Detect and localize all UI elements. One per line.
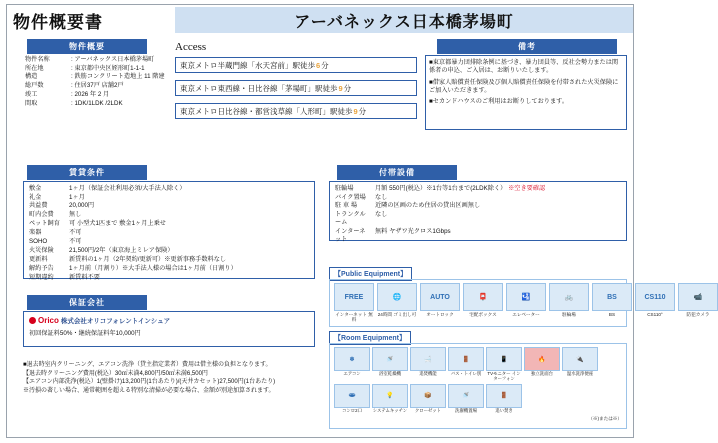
rent-key: 短期違約 xyxy=(29,273,54,281)
room-item xyxy=(448,384,484,414)
public-equipment-grid xyxy=(334,283,710,323)
facility-value: なし xyxy=(375,193,388,201)
overview-value: : 東京都中央区姪形町1-1-1 xyxy=(71,64,145,72)
table-row xyxy=(333,228,623,245)
table-row xyxy=(333,184,623,193)
facility-note: ※空き要確認 xyxy=(508,184,546,192)
rent-value: 1ヶ月 xyxy=(69,193,85,201)
rent-key: 火災保険 xyxy=(29,247,54,255)
rent-key: 共益費 xyxy=(29,202,48,210)
access-line xyxy=(175,80,417,96)
closet-icon: 📦 xyxy=(410,384,446,408)
table-row xyxy=(27,229,311,238)
access-line xyxy=(175,103,417,119)
extra-bath-icon: 🚪 xyxy=(486,384,522,408)
room-caption: TVモニター インターフォン xyxy=(487,371,521,381)
rent-value: 1ヶ月前（月割り）※大手法人様の場合は1ヶ月前（日割り） xyxy=(69,265,237,273)
air-conditioner-icon: ❄ xyxy=(334,347,370,371)
guarantee-company-row xyxy=(29,316,309,325)
facility-key: トランクルーム xyxy=(335,211,366,227)
system-kitchen-icon: 💡 xyxy=(372,384,408,408)
equipment-caption: CS110° xyxy=(647,312,663,317)
facility-key: 駐 車 場 xyxy=(335,202,358,210)
room-caption: 追焚機能 xyxy=(419,371,437,376)
table-row xyxy=(27,238,311,247)
guarantee-title-pill: 保証会社 xyxy=(27,295,147,310)
equipment-item xyxy=(463,283,503,322)
equipment-item xyxy=(549,283,589,322)
footer-note: ※汚損の著しい場合、通常範囲を超える特別な清掃が必要な場合、金額が別途加算されます。 xyxy=(23,388,275,395)
guarantee-company: 株式会社オリコフォレントインシュア xyxy=(60,318,171,325)
room-item xyxy=(486,347,522,382)
rent-value: 21,500円/2年（東京海上ミレア保険） xyxy=(69,247,174,255)
table-row xyxy=(27,247,311,256)
room-equipment-box xyxy=(329,343,627,429)
footer-note: 【エアコン内部洗浄(税込）1(壁掛け)13,200円(1台あたり)/(天井カセット)27,500円(1台あたり) xyxy=(23,379,276,386)
overview-key: 構造 xyxy=(25,73,38,81)
facility-key: 駐輪場 xyxy=(335,184,354,192)
equipment-caption: 宅配ボックス xyxy=(469,312,497,317)
room-item xyxy=(486,384,522,414)
facility-value: 無料 ヤザワ光クロス1Gbps xyxy=(375,228,451,236)
rent-box xyxy=(23,181,315,279)
facility-value: なし xyxy=(375,211,388,219)
bathroom-dryer-icon: 🚿 xyxy=(372,347,408,371)
access-unit: 分 xyxy=(321,60,329,70)
rent-table xyxy=(27,184,311,282)
room-caption: 独立洗面台 xyxy=(531,371,553,376)
table-row xyxy=(333,211,623,228)
remarks-title-pill: 備考 xyxy=(437,39,617,54)
room-item xyxy=(334,384,370,414)
washing-machine-space-icon: 🚿 xyxy=(448,384,484,408)
rent-value: 無し xyxy=(69,211,82,219)
access-unit: 分 xyxy=(343,83,352,93)
table-row xyxy=(27,256,311,265)
facility-value: 近隣の区画のため住居の貸出区画無し xyxy=(375,202,481,210)
warm-water-toilet-icon: 🔌 xyxy=(562,347,598,371)
equipment-item xyxy=(334,283,374,322)
elevator-icon: 🛂 xyxy=(506,283,546,311)
overview-key: 竣工 xyxy=(25,91,38,99)
room-caption: 洗濯機置場 xyxy=(455,407,477,413)
room-caption: システムキッチン xyxy=(372,407,408,413)
equipment-caption: BS xyxy=(608,312,616,317)
tv-intercom-icon: 📱 xyxy=(486,347,522,371)
room-caption: エアコン xyxy=(343,371,361,376)
table-row xyxy=(27,193,311,202)
room-item xyxy=(410,384,446,414)
table-row xyxy=(23,100,173,109)
equipment-caption: 駐輪場 xyxy=(562,312,576,317)
access-minutes: 9 xyxy=(353,106,358,116)
document-page xyxy=(6,4,710,438)
two-burner-stove-icon: 🕳 xyxy=(334,384,370,408)
room-item xyxy=(372,347,408,382)
remark-item: ■東京都暴力団排除条例に基づき、暴力団員等、反社会勢力または関係者の申込、ご入居は、お断りいたします。 xyxy=(429,59,619,75)
rent-key: 敷金 xyxy=(29,184,42,192)
room-caption: コンロ2口 xyxy=(341,407,362,413)
access-minutes: 9 xyxy=(338,83,343,93)
page-title: 物件概要書 xyxy=(13,12,103,32)
room-item xyxy=(372,384,408,414)
table-row xyxy=(23,82,173,91)
rent-key: 解約予告 xyxy=(29,265,54,273)
rent-title-pill: 賃貸条件 xyxy=(27,165,147,180)
table-row xyxy=(27,273,311,282)
access-line-text: 東京メトロ半蔵門線「水天宮前」駅徒歩 xyxy=(180,60,315,70)
reheat-bath-icon: 🛁 xyxy=(410,347,446,371)
facilities-table xyxy=(333,184,623,244)
room-caption: 温水洗浄便座 xyxy=(566,371,594,376)
room-item xyxy=(410,347,446,382)
property-name: アーバネックス日本橋茅場町 xyxy=(294,13,514,31)
equipment-caption: インターネット 無料 xyxy=(335,312,373,323)
rent-key: 礼金 xyxy=(29,193,42,201)
table-row xyxy=(23,55,173,64)
access-heading: Access xyxy=(175,41,207,53)
rent-value: 20,000円 xyxy=(69,202,95,210)
overview-key: 間取 xyxy=(25,100,38,108)
table-row xyxy=(23,91,173,100)
footer-notes xyxy=(23,361,315,396)
rent-key: 更新料 xyxy=(29,256,48,264)
rent-value: 新賃料不要 xyxy=(69,273,100,281)
rent-key: SOHO xyxy=(29,238,48,246)
public-equipment-box xyxy=(329,279,710,327)
rent-value: 不可 xyxy=(69,229,82,237)
bs-antenna-icon: BS xyxy=(592,283,632,311)
equipment-item xyxy=(678,283,718,322)
rent-value: 不可 xyxy=(69,238,82,246)
table-row xyxy=(27,211,311,220)
overview-key: 総戸数 xyxy=(25,82,44,90)
delivery-box-icon: 📮 xyxy=(463,283,503,311)
washstand-icon: 🔥 xyxy=(524,347,560,371)
room-caption: 追い焚き xyxy=(495,407,513,413)
rent-key: 町内会費 xyxy=(29,211,54,219)
rent-key: 楽器 xyxy=(29,229,42,237)
table-row xyxy=(27,202,311,211)
room-item xyxy=(334,347,370,382)
access-line xyxy=(175,57,417,73)
security-camera-icon: 📹 xyxy=(678,283,718,311)
access-line-text: 東京メトロ東西線・日比谷線「茅場町」駅徒歩 xyxy=(180,83,338,93)
property-name-band xyxy=(175,7,633,33)
room-equipment-grid xyxy=(334,347,622,414)
remark-item: ■セカンドハウスのご利用はお断りしております。 xyxy=(429,98,569,106)
overview-key: 物件名称 xyxy=(25,55,50,63)
cs110-antenna-icon: CS110 xyxy=(635,283,675,311)
overview-table xyxy=(23,55,173,109)
autolock-icon: AUTO xyxy=(420,283,460,311)
facility-value xyxy=(373,184,623,193)
room-caption: 浴室乾燥機 xyxy=(379,371,401,376)
overview-key: 所在地 xyxy=(25,64,44,72)
facility-value-text: 月額 550円(税込）※1台等1台まで(2LDK除く） xyxy=(375,184,507,192)
room-equipment-label: 【Room Equipment】 xyxy=(329,331,411,345)
guarantee-detail: 初回保証料50%・継続保証料年10,000円 xyxy=(29,330,141,337)
table-row xyxy=(23,73,173,82)
trash-24h-icon: 🌐 xyxy=(377,283,417,311)
remark-item: ■借家人賠償責任保険及び個人賠償責任保険を付帯された火災保険にご加入いただきます。 xyxy=(429,78,619,95)
access-line-text: 東京メトロ日比谷線・都営浅草線「人形町」駅徒歩 xyxy=(180,106,353,116)
facility-key: バイク置場 xyxy=(335,193,366,201)
access-unit: 分 xyxy=(358,106,367,116)
bicycle-parking-icon: 🚲 xyxy=(549,283,589,311)
overview-value: : 2026 年 2 月 xyxy=(71,91,110,99)
rent-value: 1ヶ月（保証会社利用必須/大手法人除く） xyxy=(69,184,186,192)
rent-value: 新賃料の1ヶ月（2年契約/更新可）※更新事務手数料なし xyxy=(69,256,227,264)
equipment-caption: エレベーター xyxy=(512,312,540,317)
equipment-item xyxy=(592,283,632,322)
footer-note: ■退去時室内クリーニング、エアコン洗浄（貸主指定業者）費用は借主様の負担となります。 xyxy=(23,362,272,368)
table-row xyxy=(333,202,623,211)
table-row xyxy=(23,64,173,73)
remarks-box xyxy=(425,55,627,130)
access-minutes: 6 xyxy=(316,60,321,70)
equipment-caption: オートロック xyxy=(426,312,454,317)
rent-key: ペット飼育 xyxy=(29,220,60,228)
internet-free-icon: FREE xyxy=(334,283,374,311)
equipment-item xyxy=(506,283,546,322)
rent-value: 可 小型犬1匹まで 敷金1ヶ月上乗せ xyxy=(69,220,166,228)
table-row xyxy=(27,220,311,229)
equipment-caption: 防犯カメラ xyxy=(686,312,710,317)
facilities-title-pill: 付帯設備 xyxy=(337,165,457,180)
equipment-item xyxy=(377,283,417,322)
table-row xyxy=(27,264,311,273)
document-header xyxy=(7,5,633,35)
facilities-box xyxy=(329,181,627,241)
footer-note: 【退去時クリーニング費用(税込）30㎡未満4,800円/50㎡未満6,500円 xyxy=(23,370,208,377)
room-item xyxy=(448,347,484,382)
equipment-caption: 24時間 ゴミ出し可 xyxy=(377,312,417,317)
separate-bath-toilet-icon: 🚪 xyxy=(448,347,484,371)
room-item xyxy=(562,347,598,382)
equipment-item xyxy=(420,283,460,322)
overview-title-pill: 物件概要 xyxy=(27,39,147,54)
equipment-item xyxy=(635,283,675,322)
room-item xyxy=(524,347,560,382)
table-row xyxy=(333,193,623,202)
public-equipment-label: 【Public Equipment】 xyxy=(329,267,412,281)
overview-value: : 住居37戸 店舗2戸 xyxy=(71,82,124,90)
room-caption: バス・トイレ別 xyxy=(450,371,482,376)
room-caption: クローゼット xyxy=(414,407,442,413)
guarantee-box xyxy=(23,311,315,347)
orico-wordmark: Orico xyxy=(38,316,59,325)
room-equipment-footnote: （※)または※） xyxy=(588,415,622,421)
overview-value: : アーバネックス日本橋茅場町 xyxy=(71,55,155,63)
overview-value: : 1DK/1LDK /2LDK xyxy=(71,100,123,108)
orico-logo-icon xyxy=(29,317,36,324)
overview-value: : 鉄筋コンクリート造地上 11 階建 xyxy=(71,73,165,81)
facility-key: インターネット xyxy=(335,228,366,243)
table-row xyxy=(27,184,311,193)
